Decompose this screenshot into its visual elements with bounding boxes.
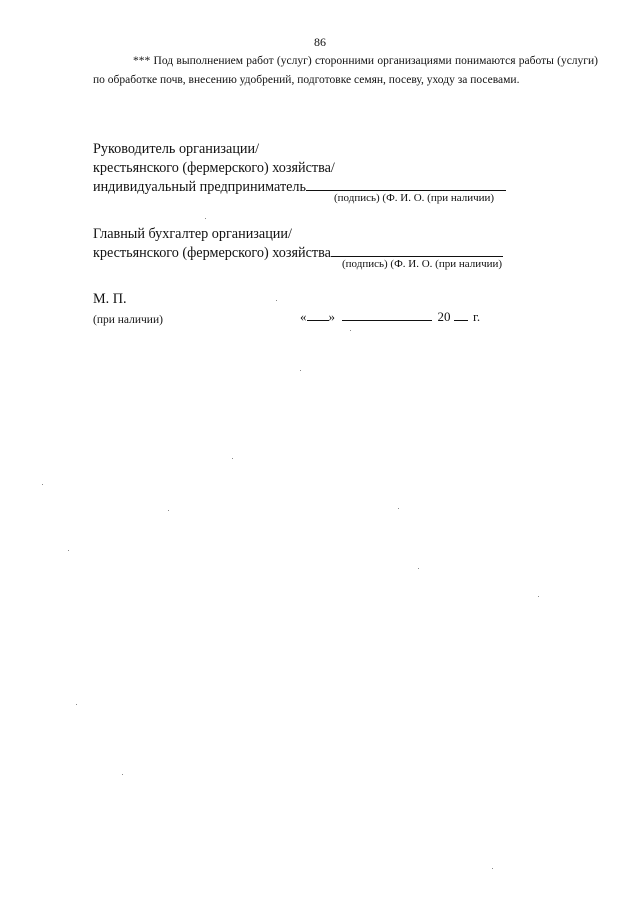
head-title-line-1: Руководитель организации/ — [93, 141, 260, 157]
scan-speck — [300, 370, 301, 371]
accountant-signature-line[interactable] — [331, 244, 503, 257]
date-row — [300, 309, 480, 325]
date-year-prefix: 20 — [437, 309, 451, 324]
date-day-field[interactable] — [307, 309, 329, 321]
head-signature-caption: (подпись) (Ф. И. О. (при наличии) — [334, 192, 495, 204]
scan-speck — [418, 568, 419, 569]
scan-speck — [276, 300, 277, 301]
page-number: 86 — [314, 35, 326, 49]
accountant-signature-caption: (подпись) (Ф. И. О. (при наличии) — [342, 258, 503, 270]
accountant-title-line-1: Главный бухгалтер организации/ — [93, 226, 292, 242]
date-year-suffix: г. — [473, 309, 481, 324]
scan-speck — [538, 596, 539, 597]
date-open-quote: « — [300, 309, 307, 324]
scan-speck — [122, 774, 123, 775]
accountant-title-line-2-text: крестьянского (фермерского) хозяйства — [93, 245, 331, 261]
scan-speck — [168, 510, 169, 511]
date-month-field[interactable] — [342, 309, 432, 321]
head-signature-line[interactable] — [306, 178, 506, 191]
scan-speck — [232, 458, 233, 459]
scan-speck — [76, 704, 77, 705]
stamp-label: М. П. — [93, 291, 127, 307]
scan-speck — [205, 218, 206, 219]
head-signature-block — [93, 140, 506, 197]
scan-speck — [492, 868, 493, 869]
scan-speck — [68, 550, 69, 551]
stamp-sub-label: (при наличии) — [93, 314, 163, 326]
footnote-text: *** Под выполнением работ (услуг) сторонними организациями понимаются работы (услуги) по обработке почв, внесению удобрений, подготовке семян, посеву, уходу за посевами. — [93, 55, 598, 86]
scan-speck — [350, 330, 351, 331]
head-title-line-3-text: индивидуальный предприниматель — [93, 179, 306, 195]
date-year-field[interactable] — [454, 309, 468, 321]
head-title-line-2: крестьянского (фермерского) хозяйства/ — [93, 160, 335, 176]
date-close-quote: » — [328, 309, 335, 324]
scan-speck — [42, 484, 43, 485]
scan-speck — [398, 508, 399, 509]
